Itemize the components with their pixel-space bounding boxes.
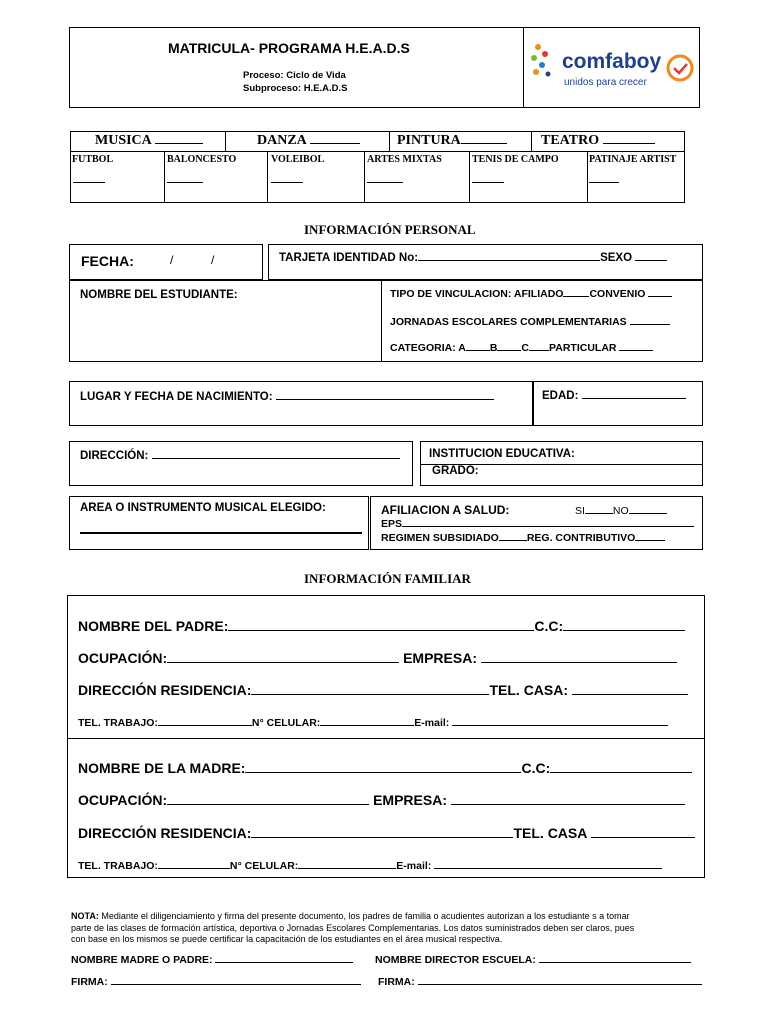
nombre-estudiante-box[interactable] bbox=[69, 280, 703, 362]
activity-futbol[interactable]: FUTBOL bbox=[72, 154, 114, 165]
activity-danza[interactable]: DANZA bbox=[257, 133, 360, 149]
proceso-text: Proceso: Ciclo de Vida bbox=[243, 70, 346, 81]
lugar-fecha-box[interactable] bbox=[69, 381, 533, 426]
activity-artes-mixtas[interactable]: ARTES MIXTAS bbox=[367, 154, 442, 165]
afiliacion-label: AFILIACION A SALUD: bbox=[381, 503, 510, 517]
regimen-field: REGIMEN SUBSIDIADO REG. CONTRIBUTIVO bbox=[381, 532, 665, 544]
edad-field: EDAD: bbox=[542, 390, 686, 402]
jornadas-field[interactable]: JORNADAS ESCOLARES COMPLEMENTARIAS bbox=[390, 316, 670, 328]
direccion-box[interactable] bbox=[69, 441, 413, 486]
fecha-slash-1: / bbox=[170, 253, 174, 267]
tarjeta-field: TARJETA IDENTIDAD No: SEXO bbox=[279, 252, 667, 264]
firma-padre-field[interactable]: FIRMA: bbox=[71, 976, 361, 988]
activity-teatro[interactable]: TEATRO bbox=[541, 133, 655, 149]
madre-telefonos-field[interactable]: TEL. TRABAJO: N° CELULAR: E-mail: bbox=[78, 860, 662, 872]
area-box[interactable] bbox=[69, 496, 369, 550]
area-label: AREA O INSTRUMENTO MUSICAL ELEGIDO: bbox=[80, 502, 326, 514]
activity-pintura[interactable]: PINTURA bbox=[397, 133, 507, 149]
logo-tagline: unidos para crecer bbox=[564, 77, 647, 88]
subproceso-text: Subproceso: H.E.A.D.S bbox=[243, 83, 348, 94]
form-title: MATRICULA- PROGRAMA H.E.A.D.S bbox=[168, 40, 410, 56]
institucion-box[interactable] bbox=[420, 441, 703, 486]
padre-ocupacion-field[interactable]: OCUPACIÓN: EMPRESA: bbox=[78, 650, 677, 666]
tipo-vinculacion-field[interactable]: TIPO DE VINCULACION: AFILIADO CONVENIO bbox=[390, 288, 672, 300]
grado-label: GRADO: bbox=[432, 465, 479, 477]
nombre-madre-padre-field[interactable]: NOMBRE MADRE O PADRE: bbox=[71, 954, 353, 966]
fecha-slash-2: / bbox=[211, 253, 215, 267]
padre-direccion-field[interactable]: DIRECCIÓN RESIDENCIA: TEL. CASA: bbox=[78, 682, 688, 698]
madre-direccion-field[interactable]: DIRECCIÓN RESIDENCIA: TEL. CASA bbox=[78, 825, 695, 841]
logo-text: comfaboy bbox=[562, 50, 662, 73]
section-familiar-title: INFORMACIÓN FAMILIAR bbox=[304, 571, 471, 586]
direccion-field: DIRECCIÓN: bbox=[80, 450, 400, 462]
madre-field[interactable]: NOMBRE DE LA MADRE: C.C: bbox=[78, 760, 692, 776]
institucion-label: INSTITUCION EDUCATIVA: bbox=[429, 448, 575, 460]
madre-ocupacion-field[interactable]: OCUPACIÓN: EMPRESA: bbox=[78, 792, 685, 808]
lugar-fecha-field: LUGAR Y FECHA DE NACIMIENTO: bbox=[80, 391, 494, 403]
si-no-field: SI NO bbox=[575, 505, 667, 517]
section-personal-title: INFORMACIÓN PERSONAL bbox=[304, 222, 476, 237]
fecha-label: FECHA: bbox=[81, 253, 134, 269]
activity-patinaje[interactable]: PATINAJE ARTIST bbox=[589, 154, 677, 165]
activity-baloncesto[interactable]: BALONCESTO bbox=[167, 154, 237, 165]
familia-box bbox=[67, 595, 705, 878]
activities-table bbox=[70, 131, 685, 203]
logo-divider bbox=[523, 28, 524, 107]
nombre-director-field[interactable]: NOMBRE DIRECTOR ESCUELA: bbox=[375, 954, 691, 966]
activity-musica[interactable]: MUSICA bbox=[95, 133, 203, 149]
padre-field[interactable]: NOMBRE DEL PADRE: C.C: bbox=[78, 618, 685, 634]
edad-box[interactable] bbox=[533, 381, 703, 426]
afiliacion-box[interactable] bbox=[370, 496, 703, 550]
fecha-box[interactable] bbox=[69, 244, 263, 280]
tarjeta-box[interactable] bbox=[268, 244, 703, 280]
eps-field: EPS bbox=[381, 518, 694, 530]
categoria-field[interactable]: CATEGORIA: A B C PARTICULAR bbox=[390, 342, 653, 354]
padre-telefonos-field[interactable]: TEL. TRABAJO: N° CELULAR: E-mail: bbox=[78, 717, 668, 729]
comfaboy-logo bbox=[526, 32, 698, 104]
nombre-estudiante-label: NOMBRE DEL ESTUDIANTE: bbox=[80, 289, 238, 301]
header-box bbox=[69, 27, 700, 108]
activity-voleibol[interactable]: VOLEIBOL bbox=[271, 154, 325, 165]
activity-tenis[interactable]: TENIS DE CAMPO bbox=[472, 154, 559, 165]
firma-director-field[interactable]: FIRMA: bbox=[378, 976, 702, 988]
nota-text: NOTA: Mediante el diligenciamiento y firma del presente documento, los padres de familia o acudientes autorizan a los estudiante s a tomar parte de las clases de formación artística, deportiva o Jornadas Escolares Complementarias. Los datos suministrados deben ser claros, pues con base en los mismos se puede certificar la capacitación de los estudiantes en el área musical respectiva. bbox=[71, 911, 635, 944]
